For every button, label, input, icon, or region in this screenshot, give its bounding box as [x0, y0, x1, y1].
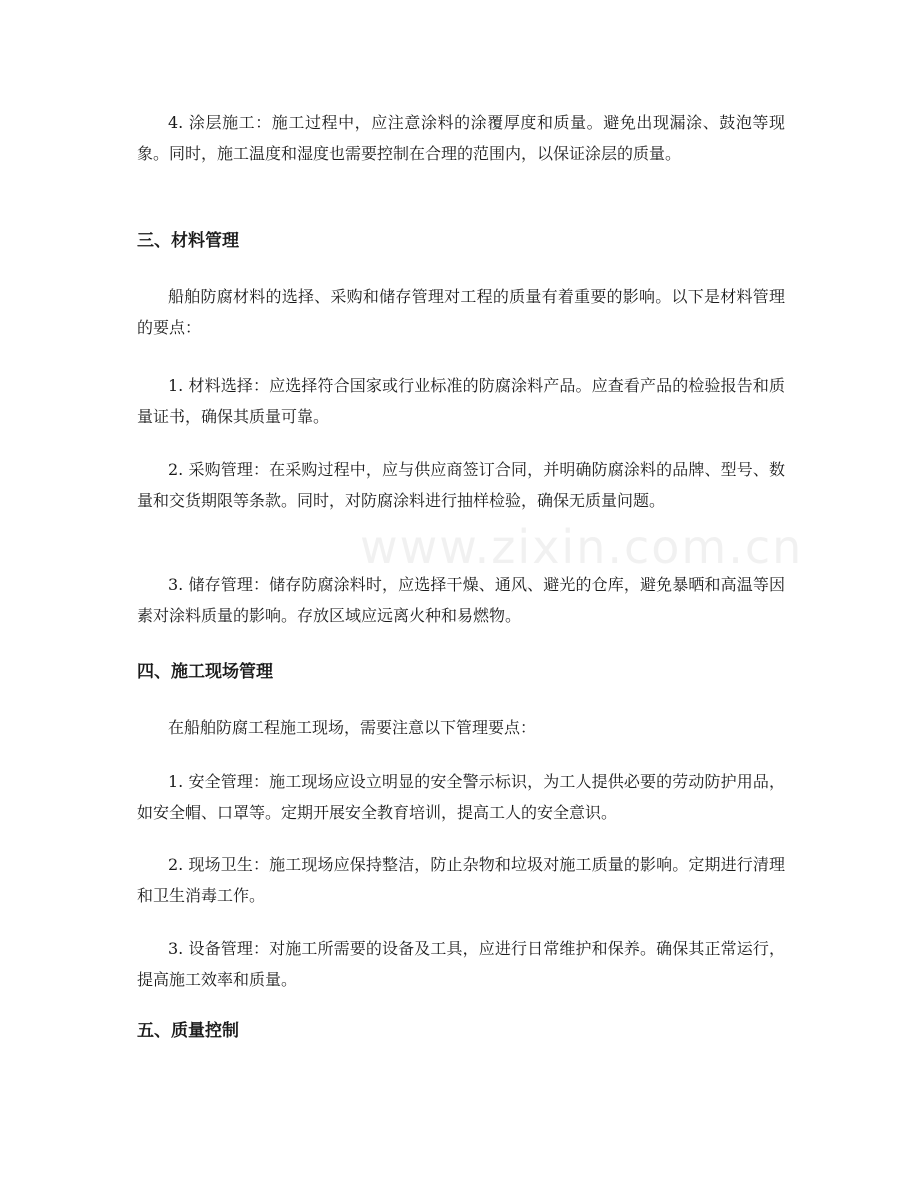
paragraph-coating-construction: 4. 涂层施工：施工过程中，应注意涂料的涂覆厚度和质量。避免出现漏涂、鼓泡等现象。同时，施工温度和湿度也需要控制在合理的范围内，以保证涂层的质量。 — [137, 113, 785, 163]
paragraph-material-intro: 船舶防腐材料的选择、采购和储存管理对工程的质量有着重要的影响。以下是材料管理的要点： — [137, 287, 785, 337]
heading-site-management: 四、施工现场管理 — [137, 662, 273, 682]
paragraph-equipment-management: 3. 设备管理：对施工所需要的设备及工具，应进行日常维护和保养。确保其正常运行，提高施工效率和质量。 — [137, 939, 785, 989]
paragraph-site-hygiene: 2. 现场卫生：施工现场应保持整洁，防止杂物和垃圾对施工质量的影响。定期进行清理和卫生消毒工作。 — [137, 855, 785, 905]
paragraph-site-intro: 在船舶防腐工程施工现场，需要注意以下管理要点： — [168, 718, 537, 737]
paragraph-procurement: 2. 采购管理：在采购过程中，应与供应商签订合同，并明确防腐涂料的品牌、型号、数量和交货期限等条款。同时，对防腐涂料进行抽样检验，确保无质量问题。 — [137, 460, 785, 510]
watermark: www.zixin.com.cn — [360, 520, 804, 574]
paragraph-safety-management: 1. 安全管理：施工现场应设立明显的安全警示标识，为工人提供必要的劳动防护用品，如安全帽、口罩等。定期开展安全教育培训，提高工人的安全意识。 — [137, 772, 785, 822]
paragraph-storage: 3. 储存管理：储存防腐涂料时，应选择干燥、通风、避光的仓库，避免暴晒和高温等因素对涂料质量的影响。存放区域应远离火种和易燃物。 — [137, 575, 785, 625]
paragraph-material-selection: 1. 材料选择：应选择符合国家或行业标准的防腐涂料产品。应查看产品的检验报告和质量证书，确保其质量可靠。 — [137, 376, 785, 426]
heading-quality-control: 五、质量控制 — [137, 1021, 239, 1041]
heading-material-management: 三、材料管理 — [137, 231, 239, 251]
